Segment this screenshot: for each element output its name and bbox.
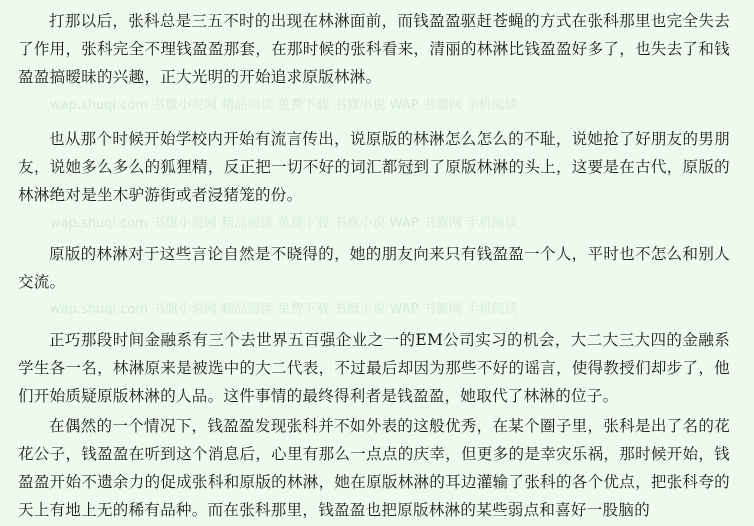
watermark-line: wap.shuqi.com 书旗小说网 精品阅读 免费下载 书旗小说 WAP 书旗网 手机阅读 [50,216,518,231]
watermark-line: wap.shuqi.com 书旗小说网 精品阅读 免费下载 书旗小说 WAP 书旗网 手机阅读 [50,302,518,317]
paragraph: 原版的林淋对于这些言论自然是不晓得的，她的朋友向来只有钱盈盈一个人，平时也不怎么和别人交流。 [18,245,730,291]
paragraph: 在偶然的一个情况下，钱盈盈发现张科并不如外表的这般优秀，在某个圈子里，张科是出了名的花花公子，钱盈盈在听到这个消息后，心里有那么一点点的庆幸，但更多的是幸灾乐祸，那时候开始，钱盈盈开始不遗余力的促成张科和原版的林淋，她在原版林淋的耳边灌输了张科的各个优点，把张科夸的天上有地上无的稀有品种。而在张科那里，钱盈盈也把原版林淋的某些弱点和喜好一股脑的 [18,417,730,519]
watermark-line: wap.shuqi.com 书旗小说网 精品阅读 免费下载 书旗小说 WAP 书旗网 手机阅读 [50,98,518,113]
paragraph: 打那以后，张科总是三五不时的出现在林淋面前，而钱盈盈驱赶苍蝇的方式在张科那里也完全失去了作用，张科完全不理钱盈盈那套，在那时候的张科看来，清丽的林淋比钱盈盈好多了，也失去了和钱盈盈搞暧昧的兴趣，正大光明的开始追求原版林淋。 [18,12,730,86]
paragraph: 正巧那段时间金融系有三个去世界五百强企业之一的EM公司实习的机会，大二大三大四的金融系学生各一名，林淋原来是被选中的大二代表，不过最后却因为那些不好的谣言，使得教授们却步了，他们开始质疑原版林淋的人品。这件事情的最终得利者是钱盈盈，她取代了林淋的位子。 [18,331,730,405]
paragraph: 也从那个时候开始学校内开始有流言传出，说原版的林淋怎么怎么的不耻，说她抢了好朋友的男朋友，说她多么多么的狐狸精，反正把一切不好的词汇都冠到了原版林淋的头上，这要是在古代，原版的林淋绝对是坐木驴游街或者浸猪笼的份。 [18,130,730,204]
